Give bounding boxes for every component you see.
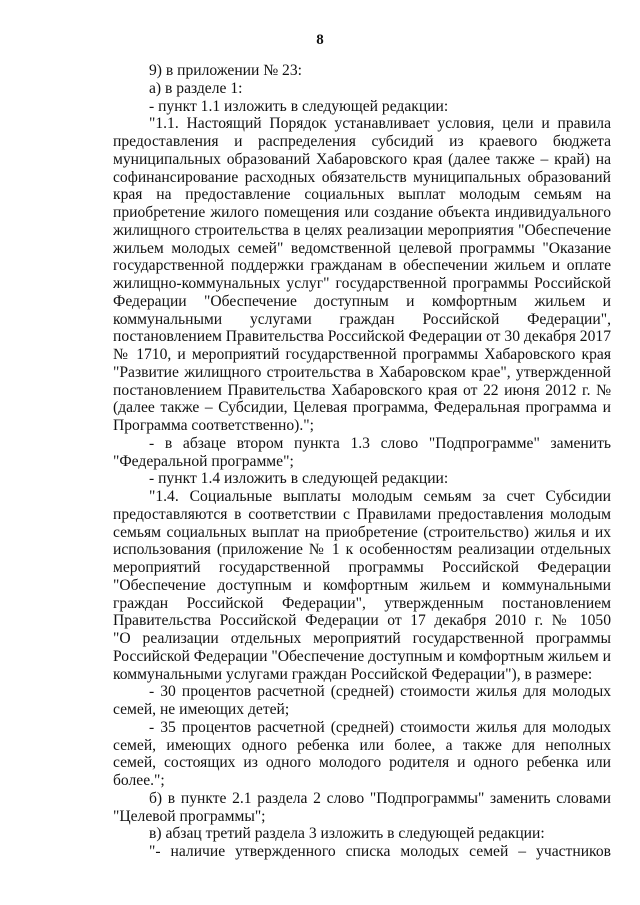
text-line: семей, не имеющих детей; [113, 701, 290, 718]
text-line: - 35 процентов расчетной (средней) стоимости жилья для молодых [149, 718, 611, 736]
text-line: № 1710, и мероприятий государственной программы Хабаровского края [113, 346, 611, 363]
text-line: муниципальных образований Хабаровского края (далее также – край) на [113, 150, 611, 168]
text-line: более."; [113, 772, 165, 789]
document-body [113, 62, 611, 861]
text-line: - в абзаце втором пункта 1.3 слово "Подпрограмме" заменить [149, 434, 611, 452]
text-line: использования (приложение № 1 к особенностям реализации отдельных [113, 541, 611, 559]
text-line: коммунальными услугами граждан Российской Федерации"), в размере: [113, 665, 593, 683]
text-line: Федерации "Обеспечение доступным и комфортным жильем и [113, 292, 611, 310]
text-line: в) абзац третий раздела 3 изложить в следующей редакции: [149, 825, 545, 843]
text-line: предоставляются в соответствии с Правилами предоставления молодым [113, 505, 611, 523]
text-line: - пункт 1.1 изложить в следующей редакции: [149, 97, 449, 115]
text-line: а) в разделе 1: [149, 79, 243, 97]
text-line: "Целевой программы"; [113, 807, 266, 825]
text-line: приобретение жилого помещения или создание объекта индивидуального [113, 204, 611, 221]
text-line: "О реализации отдельных мероприятий государственной программы [113, 630, 611, 647]
text-line: Правительства Российской Федерации от 17 декабря 2010 г. № 1050 [113, 612, 611, 630]
text-line: Российской Федерации "Обеспечение доступным и комфортным жильем и [113, 647, 611, 665]
text-line: "Федеральной программе"; [113, 452, 294, 470]
text-line: государственной поддержки гражданам в обеспечении жильем и оплате [113, 257, 611, 275]
text-line: "1.4. Социальные выплаты молодым семьям за счет Субсидии [149, 488, 611, 505]
text-line: жильем молодых семей" ведомственной целевой программы "Оказание [113, 239, 611, 257]
text-line: жилищно-коммунальных услуг" государственной программы Российской [113, 275, 611, 292]
text-line: жилищного строительства в целях реализации мероприятия "Обеспечение [113, 221, 611, 239]
text-line: постановлением Правительства Хабаровского края от 22 июня 2012 г. № [113, 381, 611, 399]
text-line: края на предоставление социальных выплат молодым семьям на [113, 186, 611, 204]
text-line: "Обеспечение доступным и комфортным жильем и коммунальными [113, 576, 611, 594]
text-line: мероприятий государственной программы Российской Федерации [113, 559, 611, 576]
text-line: "1.1. Настоящий Порядок устанавливает условия, цели и правила [149, 115, 611, 133]
text-line: 9) в приложении № 23: [149, 62, 302, 79]
text-line: Программа соответственно)."; [113, 417, 314, 434]
page-number: 8 [316, 32, 324, 48]
text-line: коммунальными услугами граждан Российской Федерации", [113, 310, 611, 328]
text-line: - пункт 1.4 изложить в следующей редакции: [149, 470, 449, 488]
text-line: б) в пункте 2.1 раздела 2 слово "Подпрограммы" заменить словами [149, 789, 611, 807]
text-line: (далее также – Субсидии, Целевая программа, Федеральная программа и [113, 399, 611, 417]
text-line: "Развитие жилищного строительства в Хабаровском крае", утвержденной [113, 363, 611, 381]
text-line: семей, состоящих из одного молодого родителя и одного ребенка или [113, 754, 611, 772]
text-line: софинансирование расходных обязательств муниципальных образований [113, 168, 611, 186]
text-line: "- наличие утвержденного списка молодых семей – участников [149, 843, 611, 860]
text-line: граждан Российской Федерации", утвержденным постановлением [113, 594, 611, 612]
text-line: - 30 процентов расчетной (средней) стоимости жилья для молодых [149, 683, 611, 701]
text-line: семей, имеющих одного ребенка или более, а также для неполных [113, 736, 611, 754]
text-line: постановлением Правительства Российской Федерации от 30 декабря 2017 [113, 328, 611, 346]
text-line: семьям социальных выплат на приобретение (строительство) жилья и их [113, 523, 611, 541]
text-line: предоставления и распределения субсидий из краевого бюджета [113, 133, 611, 150]
